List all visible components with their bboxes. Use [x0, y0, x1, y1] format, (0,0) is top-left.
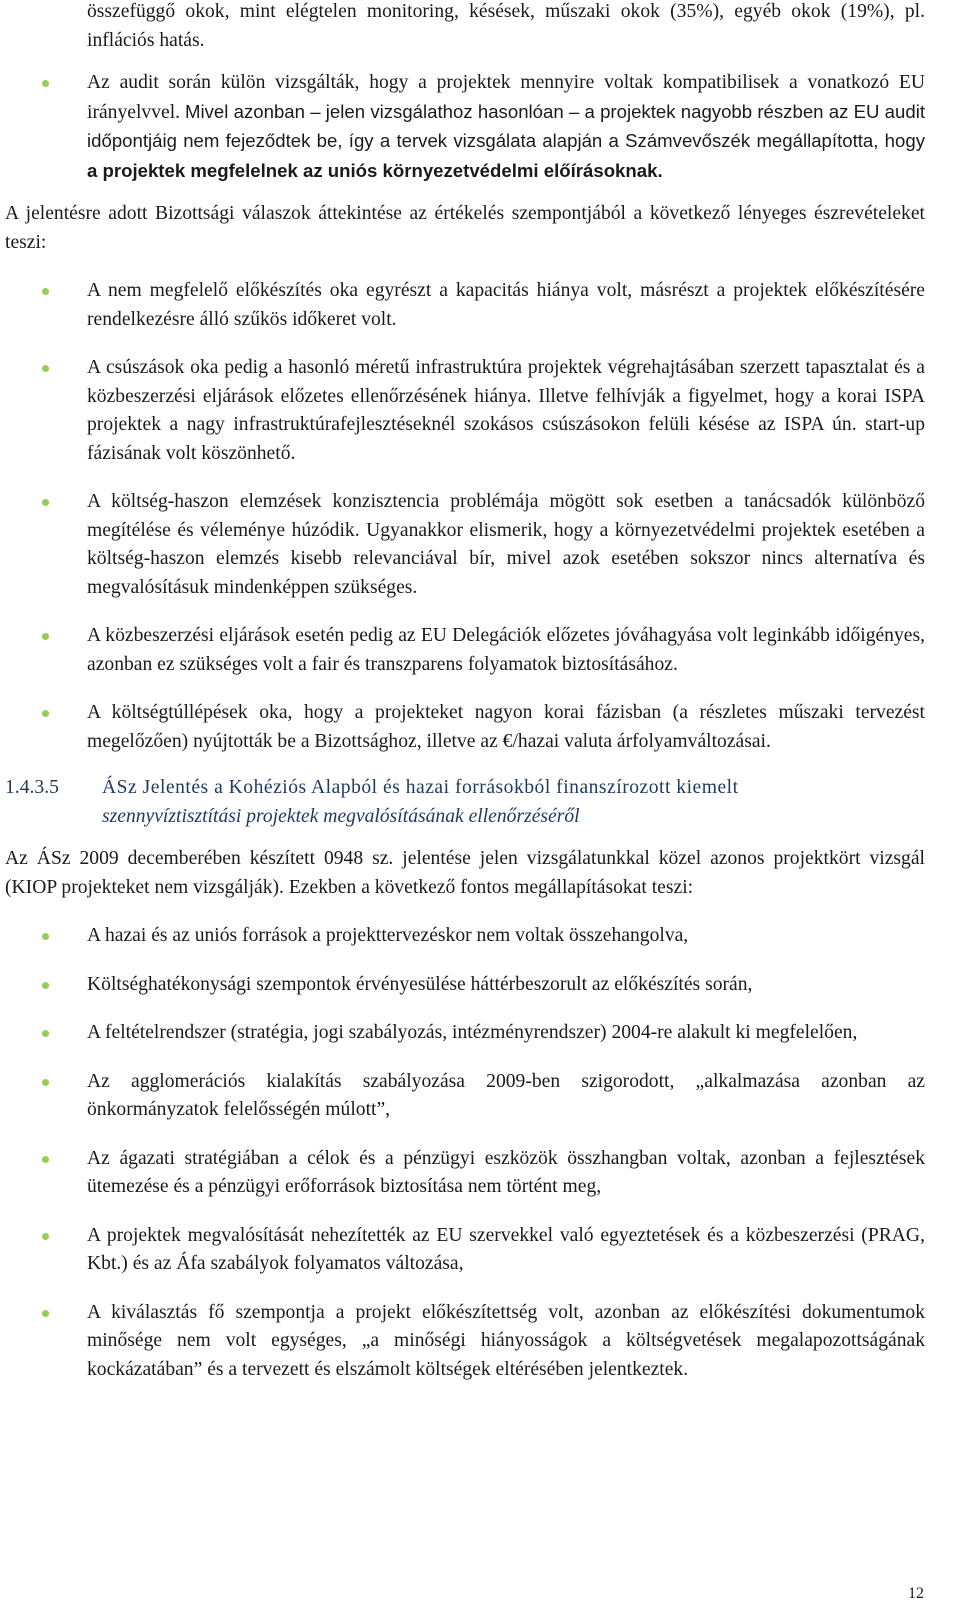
bullet-dot-icon	[42, 633, 49, 640]
bullet-dot-icon	[42, 1156, 49, 1163]
list-item-text: A csúszások oka pedig a hasonló méretű infrastruktúra projektek végrehajtásában szerzett tapasztalat és a közbeszerzési eljárások előzetes ellenőrzésének hiánya. Illetve felhívják a figyelmet, hogy a korai ISPA projektek a nagy infrastruktúrafejlesztéseknél szokásos csúszásokon felüli késése az ISPA ún. start-up fázisának volt köszönhető.	[87, 357, 925, 464]
list-item	[5, 622, 925, 679]
list-item	[5, 1019, 925, 1048]
intro-continuation: összefüggő okok, mint elégtelen monitoring, késések, műszaki okok (35%), egyéb okok (19%), pl. inflációs hatás.	[87, 1, 925, 51]
audit-text-part2: Mivel azonban – jelen vizsgálathoz hasonlóan – a projektek nagyobb részben az EU audit időpontjáig nem fejeződtek be, így a tervek vizsgálata alapján a Számvevőszék megállapította, hogy	[87, 100, 926, 151]
asz-bullet-list	[5, 922, 925, 1384]
bullet-dot-icon	[42, 1030, 49, 1037]
bullet-dot-icon	[42, 288, 49, 295]
section-heading	[5, 774, 925, 831]
list-item	[5, 1068, 925, 1125]
list-item	[5, 69, 925, 186]
bullet-dot-icon	[42, 982, 49, 989]
list-item-text: A hazai és az uniós források a projekttervezéskor nem voltak összehangolva,	[87, 925, 689, 946]
document-page	[5, 0, 925, 1384]
list-item-text: A projektek megvalósítását nehezítették az EU szervekkel való egyeztetések és a közbeszerzési (PRAG, Kbt.) és az Áfa szabályok folyamatos változása,	[87, 1224, 925, 1274]
bullet-dot-icon	[42, 933, 49, 940]
audit-bullet-list	[5, 69, 925, 186]
list-item-text: Az ágazati stratégiában a célok és a pénzügyi eszközök összhangban voltak, azonban a fejlesztések ütemezése és a pénzügyi erőforrások biztosítása nem történt meg,	[87, 1147, 925, 1197]
bullet-dot-icon	[42, 365, 49, 372]
asz-paragraph: Az ÁSz 2009 decemberében készített 0948 sz. jelentése jelen vizsgálatunkkal közel azonos projektkört vizsgál (KIOP projekteket nem vizsgálják). Ezekben a következő fontos megállapításokat teszi:	[5, 848, 925, 898]
list-item-text: A feltételrendszer (stratégia, jogi szabályozás, intézményrendszer) 2004-re alakult ki megfelelően,	[87, 1022, 858, 1043]
list-item	[5, 488, 925, 602]
list-item	[5, 1222, 925, 1279]
bullet-dot-icon	[42, 1079, 49, 1086]
list-item-text: Az agglomerációs kialakítás szabályozása 2009-ben szigorodott, „alkalmazása azonban az önkormányzatok felelősségén múlott”,	[87, 1070, 925, 1120]
list-item-text: A költségtúllépések oka, hogy a projekteket nagyon korai fázisban (a részletes műszaki tervezést megelőzően) nyújtották be a Bizottsághoz, illetve az €/hazai valuta árfolyamváltozásai.	[87, 702, 925, 752]
list-item	[5, 699, 925, 756]
audit-text-part1: Az audit során külön vizsgálták, hogy a projektek mennyire voltak kompatibilisek a vonatkozó EU irányelvvel.	[87, 72, 925, 123]
section-number: 1.4.3.5	[5, 777, 59, 798]
list-item	[5, 1299, 925, 1385]
bullet-dot-icon	[42, 1233, 49, 1240]
bullet-dot-icon	[42, 710, 49, 717]
page-number: 12	[908, 1585, 924, 1602]
list-item	[5, 354, 925, 468]
list-item-text: A közbeszerzési eljárások esetén pedig az EU Delegációk előzetes jóváhagyása volt leginkább időigényes, azonban ez szükséges volt a fair és transzparens folyamatok biztosításához.	[87, 625, 925, 675]
audit-conclusion-bold: a projektek megfelelnek az uniós környezetvédelmi előírásoknak.	[87, 159, 663, 181]
bullet-dot-icon	[42, 499, 49, 506]
list-item	[5, 277, 925, 334]
list-item-text: A költség-haszon elemzések konzisztencia problémája mögött sok esetben a tanácsadók különböző megítélése és véleménye húzódik. Ugyanakkor elismerik, hogy a környezetvédelmi projektek esetében a költség-haszon elemzés kisebb relevanciával bír, mivel azok esetében sokszor nincs alternatíva és megvalósításuk mindenképpen szükséges.	[87, 491, 925, 598]
list-item	[5, 971, 925, 1000]
list-item	[5, 1145, 925, 1202]
commission-paragraph: A jelentésre adott Bizottsági válaszok áttekintése az értékelés szempontjából a következő lényeges észrevételeket teszi:	[5, 203, 925, 253]
bullet-dot-icon	[42, 80, 49, 87]
list-item-text: A nem megfelelő előkészítés oka egyrészt a kapacitás hiánya volt, másrészt a projektek előkészítésére rendelkezésre álló szűkös időkeret volt.	[87, 280, 925, 330]
list-item	[5, 922, 925, 951]
section-title	[102, 774, 925, 831]
list-item-text: Költséghatékonysági szempontok érvényesülése háttérbeszorult az előkészítés során,	[87, 973, 753, 995]
section-title-line1: ÁSz Jelentés a Kohéziós Alapból és hazai forrásokból finanszírozott kiemelt	[102, 777, 739, 798]
list-item-text: A kiválasztás fő szempontja a projekt előkészítettség volt, azonban az előkészítési dokumentumok minősége nem volt egységes, „a minőségi hiányosságok a költségvetések megalapozottságának kockázatában” és a tervezett és elszámolt költségek eltérésében jelentkeztek.	[87, 1301, 925, 1380]
bullet-dot-icon	[42, 1310, 49, 1317]
section-title-line2: szennyvíztisztítási projektek megvalósításának ellenőrzéséről	[102, 805, 580, 827]
commission-bullet-list	[5, 277, 925, 756]
